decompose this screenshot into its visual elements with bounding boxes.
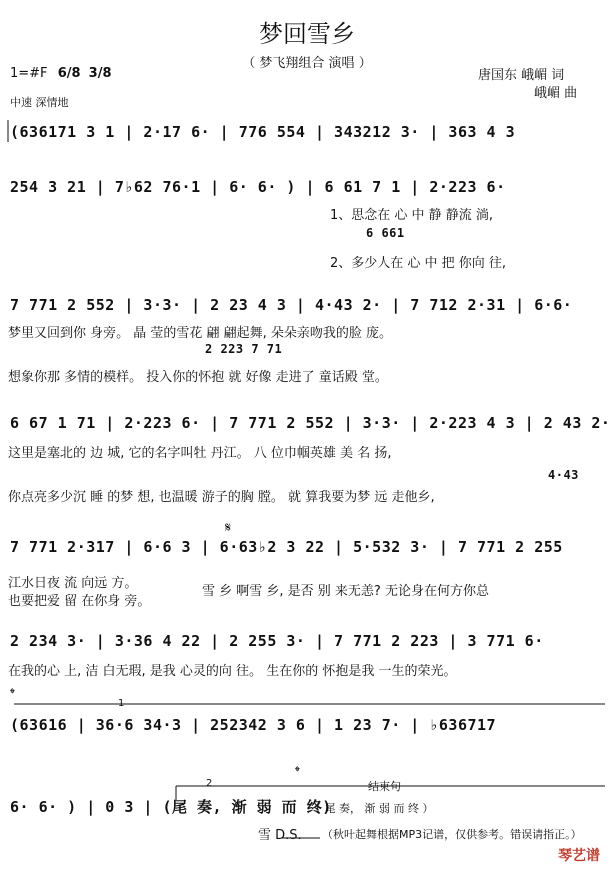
end-label: 结束句	[368, 780, 401, 793]
lyric-row-2a: 1、思念在 心 中 静 静流 淌,	[330, 208, 494, 223]
transcriber-note: （秋叶起舞根据MP3记谱，仅供参考。错误请指正。）	[322, 828, 582, 841]
key-label: 1=#F	[10, 66, 48, 81]
time-signature-1: 6/8	[57, 66, 81, 81]
coda-icon-2: 𝄌	[295, 764, 300, 780]
notation-row-1: (636171 3 1 | 2·17 6· | 776 554 | 343212 3· | 363 4 3	[10, 123, 516, 141]
notation-row-6: 2 234 3· | 3·36 4 22 | 2 255 3· | 7 771 2 223 | 3 771 6·	[10, 632, 544, 650]
volta-2-label: 2	[206, 778, 213, 789]
notation-row-8: 6· 6· ) | 0 3 | (尾 奏, 渐 弱 而 终)	[10, 798, 332, 816]
notation-row-3: 7 771 2 552 | 3·3· | 2 23 4 3 | 4·43 2· | 7 712 2·31 | 6·6·	[10, 296, 573, 314]
lyric-row-2b: 2、多少人在 心 中 把 你向 往,	[330, 256, 507, 271]
lyric-row-4b: 你点亮多少沉 睡 的梦 想, 也温暖 游子的胸 膛。 就 算我要为梦 远 走他乡,	[8, 490, 435, 505]
notation-row-2: 254 3 21 | 7♭62 76·1 | 6· 6· ) | 6 61 7 1 | 2·223 6·	[10, 178, 506, 196]
notation-row-4: 6 67 1 71 | 2·223 6· | 7 771 2 552 | 3·3· | 2·223 4 3 | 2 43 2·	[10, 414, 611, 432]
alt-notes-row-2: 6 661	[366, 226, 405, 240]
tempo-marking: 中速 深情地	[10, 96, 69, 109]
alt-notes-row-3: 2 223 7 71	[205, 342, 283, 356]
lyric-row-3b: 想象你那 多情的模样。 投入你的怀抱 就 好像 走进了 童话殿 堂。	[8, 370, 388, 385]
time-signature-2: 3/8	[88, 66, 112, 81]
lyric-row-5b: 也要把爱 留 在你身 旁。	[8, 594, 151, 609]
coda-icon: 𝄌	[10, 686, 15, 702]
lyric-row-5c: 雪 乡 啊雪 乡, 是否 别 来无恙? 无论身在何方你总	[202, 584, 489, 599]
outro-text: （ 尾 奏， 渐 弱 而 终 ）	[310, 802, 434, 815]
page-title: 梦回雪乡	[259, 20, 355, 48]
composer: 峨嵋 曲	[534, 86, 578, 101]
lyric-row-5a: 江水日夜 流 向远 方。	[8, 576, 138, 591]
alt-notes-row-4: 4·43	[548, 468, 579, 482]
volta-1-label: 1	[118, 698, 125, 709]
notation-row-7: (63616 | 36·6 34·3 | 252342 3 6 | 1 23 7· | ♭636717	[10, 716, 497, 734]
segno-icon: 𝄋	[225, 520, 232, 536]
lyric-row-4a: 这里是塞北的 边 城, 它的名字叫牡 丹江。 八 位巾帼英雄 美 名 扬,	[8, 446, 392, 461]
lyricist: 唐国东 峨嵋 词	[478, 68, 565, 83]
lyric-row-3a: 梦里又回到你 身旁。 晶 莹的雪花 翩 翩起舞, 朵朵亲吻我的脸 庞。	[8, 326, 393, 341]
brand-logo: 琴艺谱	[558, 848, 600, 864]
subtitle: （ 梦飞翔组合 演唱 ）	[242, 56, 372, 71]
lyric-row-6: 在我的心 上, 洁 白无瑕, 是我 心灵的向 往。 生在你的 怀抱是我 一生的荣光。	[8, 664, 457, 679]
ds-text: 雪 D.S.	[258, 828, 302, 843]
notation-row-5: 7 771 2·317 | 6·6 3 | 6·63♭2 3 22 | 5·532 3· | 7 771 2 255	[10, 538, 563, 556]
